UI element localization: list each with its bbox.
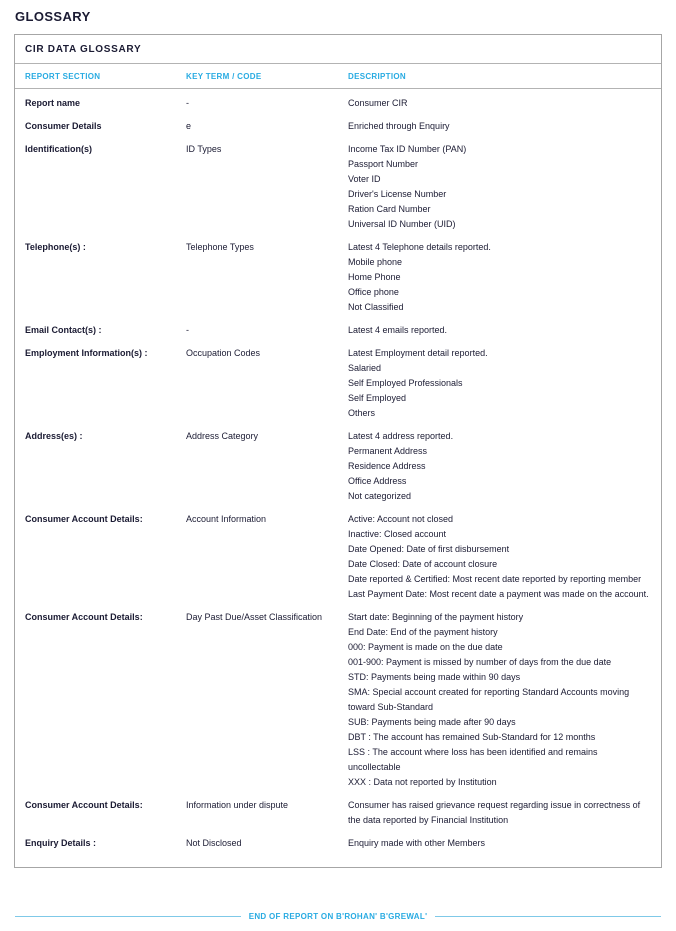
description-line: Home Phone (348, 272, 401, 282)
report-section-cell: Address(es) : (25, 431, 83, 441)
description-line: Date Closed: Date of account closure (348, 559, 498, 569)
description-line: End Date: End of the payment history (348, 627, 498, 637)
description-line: Date Opened: Date of first disbursement (348, 544, 510, 554)
description-line: Universal ID Number (UID) (348, 219, 456, 229)
description-line: 001-900: Payment is missed by number of days from the due date (348, 657, 612, 667)
description-cell (348, 119, 651, 134)
description-line: Others (348, 408, 376, 418)
key-term-cell: Account Information (186, 514, 267, 524)
description-cell (348, 346, 651, 421)
description-cell (348, 429, 651, 504)
description-line: Self Employed (348, 393, 407, 403)
description-cell (348, 240, 651, 315)
description-line: Ration Card Number (348, 204, 431, 214)
report-section-cell: Enquiry Details : (25, 838, 97, 848)
report-section-cell: Email Contact(s) : (25, 325, 102, 335)
description-line: Not categorized (348, 491, 412, 501)
footer-text: END OF REPORT ON B'ROHAN' B'GREWAL' (248, 912, 428, 921)
key-term-cell: Occupation Codes (186, 348, 261, 358)
description-line: Income Tax ID Number (PAN) (348, 144, 467, 154)
description-line: Enriched through Enquiry (348, 121, 450, 131)
description-cell (348, 610, 651, 790)
report-section-cell: Telephone(s) : (25, 242, 86, 252)
description-line: Mobile phone (348, 257, 403, 267)
column-header-report-section: REPORT SECTION (25, 72, 101, 81)
table-row (25, 798, 651, 828)
table-row (25, 323, 651, 338)
report-end-footer (14, 912, 662, 921)
description-line: Office Address (348, 476, 407, 486)
report-section-cell: Consumer Details (25, 121, 102, 131)
report-section-cell: Consumer Account Details: (25, 612, 143, 622)
description-line: Driver's License Number (348, 189, 447, 199)
description-line: Not Classified (348, 302, 404, 312)
table-row (25, 96, 651, 111)
description-line: Passport Number (348, 159, 419, 169)
description-line: Salaried (348, 363, 382, 373)
column-header-row (15, 64, 661, 89)
description-line: Enquiry made with other Members (348, 838, 486, 848)
report-section-cell: Consumer Account Details: (25, 514, 143, 524)
description-cell (348, 142, 651, 232)
key-term-cell: Telephone Types (186, 242, 254, 252)
key-term-cell: ID Types (186, 144, 222, 154)
description-line: STD: Payments being made within 90 days (348, 672, 521, 682)
table-row (25, 240, 651, 315)
description-line: Latest Employment detail reported. (348, 348, 488, 358)
description-line: Last Payment Date: Most recent date a payment was made on the account. (348, 589, 649, 599)
description-line: LSS : The account where loss has been identified and remains uncollectable (348, 747, 598, 772)
description-line: Inactive: Closed account (348, 529, 447, 539)
key-term-cell: - (186, 98, 189, 108)
description-line: SMA: Special account created for reporting Standard Accounts moving toward Sub-Standard (348, 687, 630, 712)
table-row (25, 142, 651, 232)
description-line: Date reported & Certified: Most recent date reported by reporting member (348, 574, 642, 584)
description-cell (348, 798, 651, 828)
column-header-description: DESCRIPTION (348, 72, 406, 81)
key-term-cell: Not Disclosed (186, 838, 242, 848)
key-term-cell: e (186, 121, 192, 131)
description-line: Voter ID (348, 174, 381, 184)
table-row (25, 119, 651, 134)
footer-left-divider (15, 916, 241, 917)
table-row (25, 512, 651, 602)
description-cell (348, 323, 651, 338)
table-row (25, 346, 651, 421)
description-line: XXX : Data not reported by Institution (348, 777, 497, 787)
description-line: SUB: Payments being made after 90 days (348, 717, 516, 727)
description-line: Consumer has raised grievance request regarding issue in correctness of the data reported by Financial Institution (348, 800, 641, 825)
table-row (25, 429, 651, 504)
report-section-cell: Report name (25, 98, 81, 108)
report-section-cell: Employment Information(s) : (25, 348, 148, 358)
key-term-cell: Day Past Due/Asset Classification (186, 612, 323, 622)
glossary-table (14, 34, 662, 868)
report-section-cell: Identification(s) (25, 144, 92, 154)
description-line: Permanent Address (348, 446, 428, 456)
description-line: Self Employed Professionals (348, 378, 463, 388)
key-term-cell: Information under dispute (186, 800, 289, 810)
description-line: Latest 4 address reported. (348, 431, 454, 441)
column-header-key-term: KEY TERM / CODE (186, 72, 262, 81)
description-line: Latest 4 Telephone details reported. (348, 242, 491, 252)
report-section-cell: Consumer Account Details: (25, 800, 143, 810)
description-line: Residence Address (348, 461, 426, 471)
description-line: Active: Account not closed (348, 514, 454, 524)
glossary-table-header: CIR DATA GLOSSARY (15, 35, 661, 64)
description-line: Start date: Beginning of the payment history (348, 612, 524, 622)
description-cell (348, 512, 651, 602)
table-row (25, 610, 651, 790)
page-title: GLOSSARY (15, 9, 91, 24)
description-line: Consumer CIR (348, 98, 408, 108)
description-line: 000: Payment is made on the due date (348, 642, 503, 652)
key-term-cell: Address Category (186, 431, 259, 441)
glossary-rows (15, 89, 661, 851)
description-line: Office phone (348, 287, 399, 297)
description-line: Latest 4 emails reported. (348, 325, 448, 335)
description-cell (348, 96, 651, 111)
description-cell (348, 836, 651, 851)
key-term-cell: - (186, 325, 189, 335)
footer-right-divider (435, 916, 661, 917)
table-row (25, 836, 651, 851)
description-line: DBT : The account has remained Sub-Standard for 12 months (348, 732, 596, 742)
